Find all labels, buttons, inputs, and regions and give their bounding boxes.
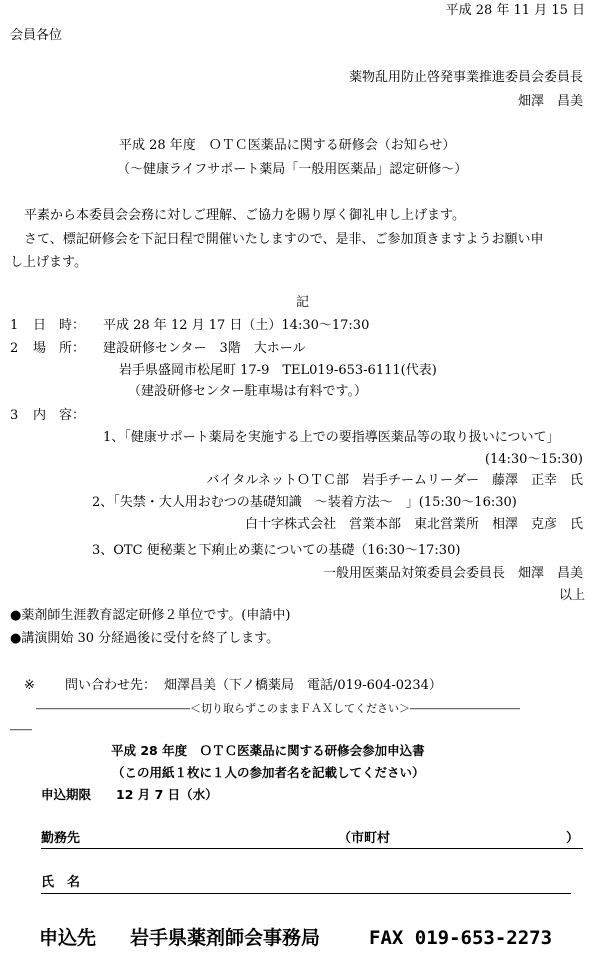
city-label: （市町村 xyxy=(338,831,391,846)
item-place-num: 2 xyxy=(10,341,19,356)
name-underline[interactable] xyxy=(41,893,571,894)
city-close: ） xyxy=(566,831,580,846)
item-date-value: 平成 28 年 12 月 17 日（土）14:30～17:30 xyxy=(103,318,370,333)
footer-label: 申込先 xyxy=(39,927,97,949)
contact-label: 問い合わせ先： xyxy=(65,678,157,693)
addressee: 会員各位 xyxy=(10,28,63,43)
note-reception: ●講演開始 30 分経過後に受付を終了します。 xyxy=(10,631,280,646)
body-paragraph-1: 平素から本委員会会務に対しご理解、ご協力を賜り厚く御礼申し上げます。 xyxy=(24,208,465,223)
form-subtitle: （この用紙１枚に１人の参加者名を記載してください） xyxy=(112,765,425,780)
item-place-note: （建設研修センター駐車場は有料です。） xyxy=(128,384,367,399)
body-paragraph-3: し上げます。 xyxy=(10,255,87,270)
lecture-1-title: 1、「健康サポート薬局を実施する上での要指導医薬品等の取り扱いについて」 xyxy=(103,430,560,445)
item-content-num: 3 xyxy=(10,408,19,423)
lecture-1-time: (14:30～15:30) xyxy=(484,452,583,467)
lecture-2-speaker: 白十字株式会社 営業本部 東北営業所 相澤 克彦 氏 xyxy=(244,517,583,532)
lecture-1-speaker: バイタルネットＯＴＣ部 岩手チームリーダー 藤澤 正幸 氏 xyxy=(206,473,583,488)
cut-line: ――――――――――――――＜切り取らずこのままＦＡＸしてください＞―――――――――― xyxy=(36,702,520,715)
item-place-address: 岩手県盛岡市松尾町 17-9 TEL019-653-6111(代表) xyxy=(119,363,437,378)
item-content-label: 内 容： xyxy=(33,408,86,423)
document-subtitle: （～健康ライフサポート薬局「一般用医薬品」認定研修～） xyxy=(117,162,468,177)
footer-fax: FAX 019-653-2273 xyxy=(369,927,553,949)
deadline-value: 12 月 7 日（水） xyxy=(116,787,218,802)
form-title: 平成 28 年度 ＯＴＣ医薬品に関する研修会参加申込書 xyxy=(111,743,425,758)
lecture-3-speaker: 一般用医薬品対策委員会委員長 畑澤 昌美 xyxy=(322,566,583,581)
sender-name: 畑澤 昌美 xyxy=(517,94,583,109)
document-title: 平成 28 年度 ＯＴＣ医薬品に関する研修会（お知らせ） xyxy=(119,138,456,153)
sender-org: 薬物乱用防止啓発事業推進委員会委員長 xyxy=(348,70,583,85)
item-place-value: 建設研修センター 3階 大ホール xyxy=(103,341,306,356)
contact-value: 畑澤昌美（下ノ橋薬局 電話/019-604-0234） xyxy=(164,678,442,693)
closing-ijou: 以上 xyxy=(558,588,585,603)
item-date-label: 日 時： xyxy=(33,318,86,333)
note-credit: ●薬剤師生涯教育認定研修２単位です。(申請中) xyxy=(10,608,291,623)
ki-heading: 記 xyxy=(296,295,310,310)
workplace-label: 勤務先 xyxy=(41,831,81,846)
item-place-label: 場 所： xyxy=(33,341,86,356)
lecture-3-title: 3、OTC 便秘薬と下痢止め薬についての基礎（16:30～17:30) xyxy=(92,543,461,558)
lecture-2-title: 2、「失禁・大人用おむつの基礎知識 ～装着方法～ 」(15:30～16:30) xyxy=(92,495,517,510)
contact-mark: ※ xyxy=(24,678,35,693)
deadline-label: 申込期限 xyxy=(41,787,92,802)
footer-org: 岩手県薬剤師会事務局 xyxy=(130,927,321,949)
body-paragraph-2: さて、標記研修会を下記日程で開催いたしますので、是非、ご参加頂きますようお願い申 xyxy=(24,232,544,247)
name-label: 氏 名 xyxy=(41,875,81,890)
issue-date: 平成 28 年 11 月 15 日 xyxy=(445,3,585,18)
workplace-underline[interactable] xyxy=(41,848,583,849)
item-date-num: 1 xyxy=(10,318,19,333)
cut-line-tail: ―― xyxy=(10,723,32,736)
